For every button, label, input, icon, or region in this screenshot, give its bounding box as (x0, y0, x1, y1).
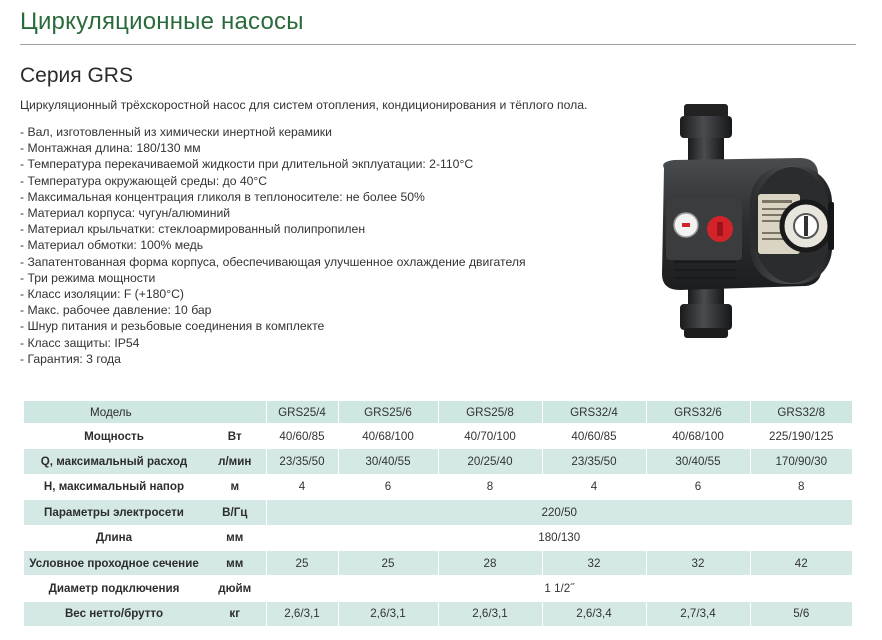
row-value: 2,6/3,1 (266, 601, 338, 626)
feature-item: - Вал, изготовленный из химически инертной керамики (20, 125, 332, 139)
row-value: 30/40/55 (646, 449, 750, 474)
table-row (24, 500, 852, 525)
row-value: 30/40/55 (338, 449, 438, 474)
feature-list (20, 124, 526, 367)
table-row (24, 601, 852, 626)
model-header-grs32-8: GRS32/8 (750, 401, 852, 424)
row-unit: мм (204, 550, 266, 575)
row-unit: В/Гц (204, 500, 266, 525)
feature-item: - Шнур питания и резьбовые соединения в комплекте (20, 319, 325, 334)
model-header-grs25-6: GRS25/6 (338, 401, 438, 424)
row-value: 2,6/3,1 (338, 601, 438, 626)
row-value: 42 (750, 550, 852, 575)
feature-item: - Температура перекачиваемой жидкости при длительной экплуатации: 2-110°С (20, 157, 474, 172)
pump-illustration (640, 98, 870, 348)
spec-table (24, 400, 852, 626)
row-param: Вес нетто/брутто (24, 601, 204, 626)
row-value: 40/60/85 (266, 424, 338, 449)
row-param: Диаметр подключения (24, 576, 204, 601)
feature-item: - Материал обмотки: 100% медь (20, 238, 204, 253)
feature-item: - Температура окружающей среды: до 40°С (20, 173, 268, 188)
row-param: Н, максимальный напор (24, 474, 204, 499)
row-param: Параметры электросети (24, 500, 204, 525)
row-value: 8 (438, 474, 542, 499)
row-value: 2,6/3,4 (542, 601, 646, 626)
feature-item: - Монтажная длина: 180/130 мм (20, 141, 201, 156)
row-value: 32 (646, 550, 750, 575)
feature-item: - Максимальная концентрация гликоля в теплоносителе: не более 50% (20, 189, 425, 204)
row-param: Условное проходное сечение (24, 550, 204, 575)
series-intro: Циркуляционный трёхскоростной насос для систем отопления, кондиционирования и тёплого пола. (20, 98, 588, 112)
table-row (24, 576, 852, 601)
row-unit: дюйм (204, 576, 266, 601)
model-header-grs32-6: GRS32/6 (646, 401, 750, 424)
row-value: 225/190/125 (750, 424, 852, 449)
title-divider (20, 44, 856, 45)
row-param: Мощность (24, 424, 204, 449)
row-merged-value: 220/50 (266, 500, 852, 525)
row-value: 25 (338, 550, 438, 575)
table-row (24, 550, 852, 575)
row-unit: мм (204, 525, 266, 550)
row-param: Длина (24, 525, 204, 550)
row-value: 170/90/30 (750, 449, 852, 474)
row-value: 40/68/100 (646, 424, 750, 449)
model-header-grs32-4: GRS32/4 (542, 401, 646, 424)
row-value: 2,7/3,4 (646, 601, 750, 626)
feature-item: - Материал крыльчатки: стеклоармированный полипропилен (20, 222, 366, 237)
feature-item: - Запатентованная форма корпуса, обеспечивающая улучшенное охлаждение двигателя (20, 254, 526, 269)
table-header-row (24, 401, 852, 424)
row-unit: м (204, 474, 266, 499)
row-merged-value: 1 1/2˝ (266, 576, 852, 601)
row-param: Q, максимальный расход (24, 449, 204, 474)
feature-item: - Материал корпуса: чугун/алюминий (20, 206, 231, 221)
table-row (24, 474, 852, 499)
row-value: 6 (338, 474, 438, 499)
row-merged-value: 180/130 (266, 525, 852, 550)
row-value: 23/35/50 (266, 449, 338, 474)
page-title: Циркуляционные насосы (20, 8, 304, 35)
row-unit: кг (204, 601, 266, 626)
feature-item: - Макс. рабочее давление: 10 бар (20, 303, 212, 318)
row-value: 4 (266, 474, 338, 499)
row-value: 20/25/40 (438, 449, 542, 474)
header-model-label: Модель (24, 401, 266, 424)
row-value: 32 (542, 550, 646, 575)
row-value: 6 (646, 474, 750, 499)
row-value: 2,6/3,1 (438, 601, 542, 626)
row-value: 40/60/85 (542, 424, 646, 449)
feature-item: - Класс защиты: IP54 (20, 335, 140, 350)
model-header-grs25-8: GRS25/8 (438, 401, 542, 424)
series-title: Серия GRS (20, 64, 133, 87)
model-header-grs25-4: GRS25/4 (266, 401, 338, 424)
row-value: 23/35/50 (542, 449, 646, 474)
row-unit: л/мин (204, 449, 266, 474)
row-value: 8 (750, 474, 852, 499)
row-value: 4 (542, 474, 646, 499)
table-row (24, 449, 852, 474)
row-value: 28 (438, 550, 542, 575)
table-row (24, 424, 852, 449)
row-unit: Вт (204, 424, 266, 449)
row-value: 25 (266, 550, 338, 575)
feature-item: - Три режима мощности (20, 270, 156, 285)
row-value: 40/70/100 (438, 424, 542, 449)
row-value: 5/6 (750, 601, 852, 626)
row-value: 40/68/100 (338, 424, 438, 449)
feature-item: - Класс изоляции: F (+180°С) (20, 287, 184, 302)
feature-item: - Гарантия: 3 года (20, 351, 121, 366)
table-row (24, 525, 852, 550)
